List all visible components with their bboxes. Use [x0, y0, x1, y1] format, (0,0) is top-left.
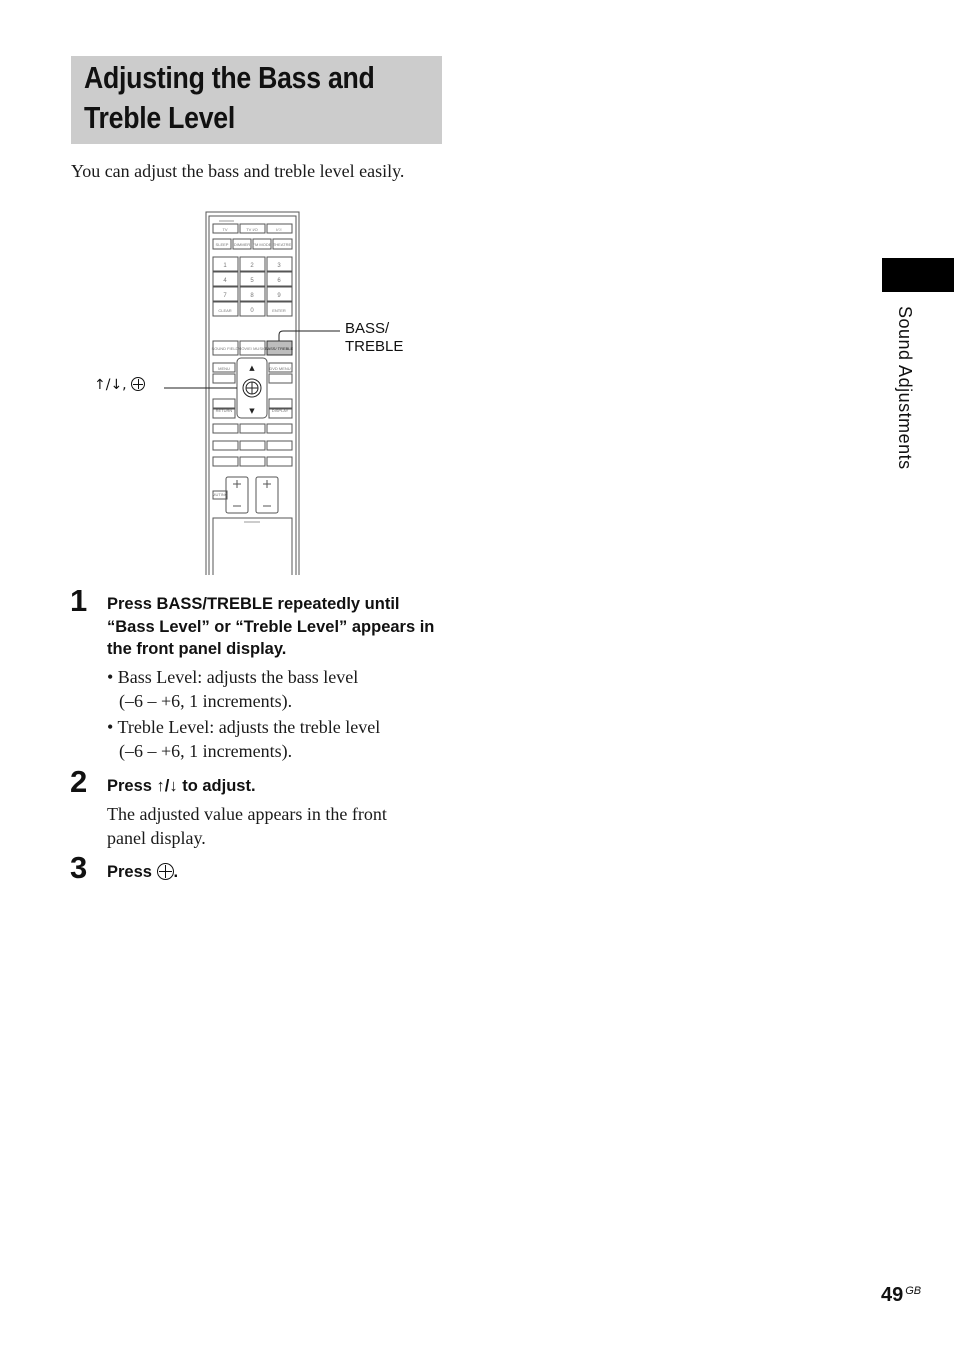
svg-text:MOVIE/ MUSIC: MOVIE/ MUSIC	[237, 346, 267, 351]
svg-text:4: 4	[223, 278, 227, 284]
step-1-heading: Press BASS/TREBLE repeatedly until “Bass Level” or “Treble Level” appears in the front panel display.	[107, 595, 435, 658]
step-2-number: 2	[70, 764, 88, 799]
svg-text:MENU: MENU	[218, 366, 230, 371]
enter-icon	[157, 863, 174, 880]
svg-text:THEATRE: THEATRE	[272, 242, 292, 247]
svg-text:0: 0	[250, 308, 254, 314]
callout-line-bass-treble	[279, 331, 340, 341]
title-line-1: Adjusting the Bass and	[84, 60, 375, 95]
svg-text:DIMMER: DIMMER	[233, 242, 251, 247]
step-1-bullet-1: • Bass Level: adjusts the bass level (–6 – +6, 1 increments).	[107, 667, 359, 711]
svg-text:FM MODE: FM MODE	[252, 242, 272, 247]
step-3-heading: Press .	[107, 863, 179, 881]
svg-text:8: 8	[250, 293, 254, 299]
svg-text:I/☉: I/☉	[276, 227, 282, 232]
step-2-heading: Press ↑/↓ to adjust.	[107, 777, 256, 795]
svg-text:1: 1	[223, 263, 227, 269]
svg-text:9: 9	[277, 293, 281, 299]
intro-text: You can adjust the bass and treble level easily.	[71, 161, 405, 181]
step-2-body: The adjusted value appears in the front panel display.	[107, 804, 387, 848]
step-1-bullet-2: • Treble Level: adjusts the treble level (–6 – +6, 1 increments).	[107, 717, 381, 761]
callout-bass-treble-label: BASS/ TREBLE	[345, 320, 404, 355]
svg-text:DISPLAY: DISPLAY	[271, 408, 289, 413]
arrow-up-down-icon: ↑/↓	[156, 777, 178, 795]
remote-illustration	[0, 0, 954, 600]
callout-arrows-label: ↑/↓,	[94, 377, 145, 393]
svg-text:6: 6	[277, 278, 281, 284]
svg-text:7: 7	[223, 293, 227, 299]
svg-text:MUTING: MUTING	[212, 492, 228, 497]
svg-text:SOUND FIELD: SOUND FIELD	[211, 346, 239, 351]
svg-text:TV I/O: TV I/O	[246, 227, 258, 232]
svg-text:CLEAR: CLEAR	[218, 308, 232, 313]
svg-text:DVD MENU: DVD MENU	[269, 366, 291, 371]
chapter-tab-label: Sound Adjustments	[895, 306, 915, 470]
step-1-number: 1	[70, 583, 88, 618]
svg-text:2: 2	[250, 263, 254, 269]
step-3-number: 3	[70, 850, 88, 885]
svg-text:▲: ▲	[249, 364, 255, 372]
svg-text:3: 3	[277, 263, 281, 269]
svg-text:ENTER: ENTER	[272, 308, 286, 313]
svg-text:RETURN: RETURN	[215, 408, 233, 413]
title-line-2: Treble Level	[84, 100, 236, 135]
svg-text:5: 5	[250, 278, 254, 284]
svg-text:SLEEP: SLEEP	[215, 242, 229, 247]
enter-icon	[131, 377, 145, 391]
page-number: 49 $^{GB}$	[881, 1284, 922, 1306]
svg-text:TV: TV	[222, 227, 228, 232]
chapter-tab-marker	[882, 258, 954, 292]
svg-text:BASS/ TREBLE: BASS/ TREBLE	[264, 346, 294, 351]
svg-text:▼: ▼	[249, 407, 255, 415]
